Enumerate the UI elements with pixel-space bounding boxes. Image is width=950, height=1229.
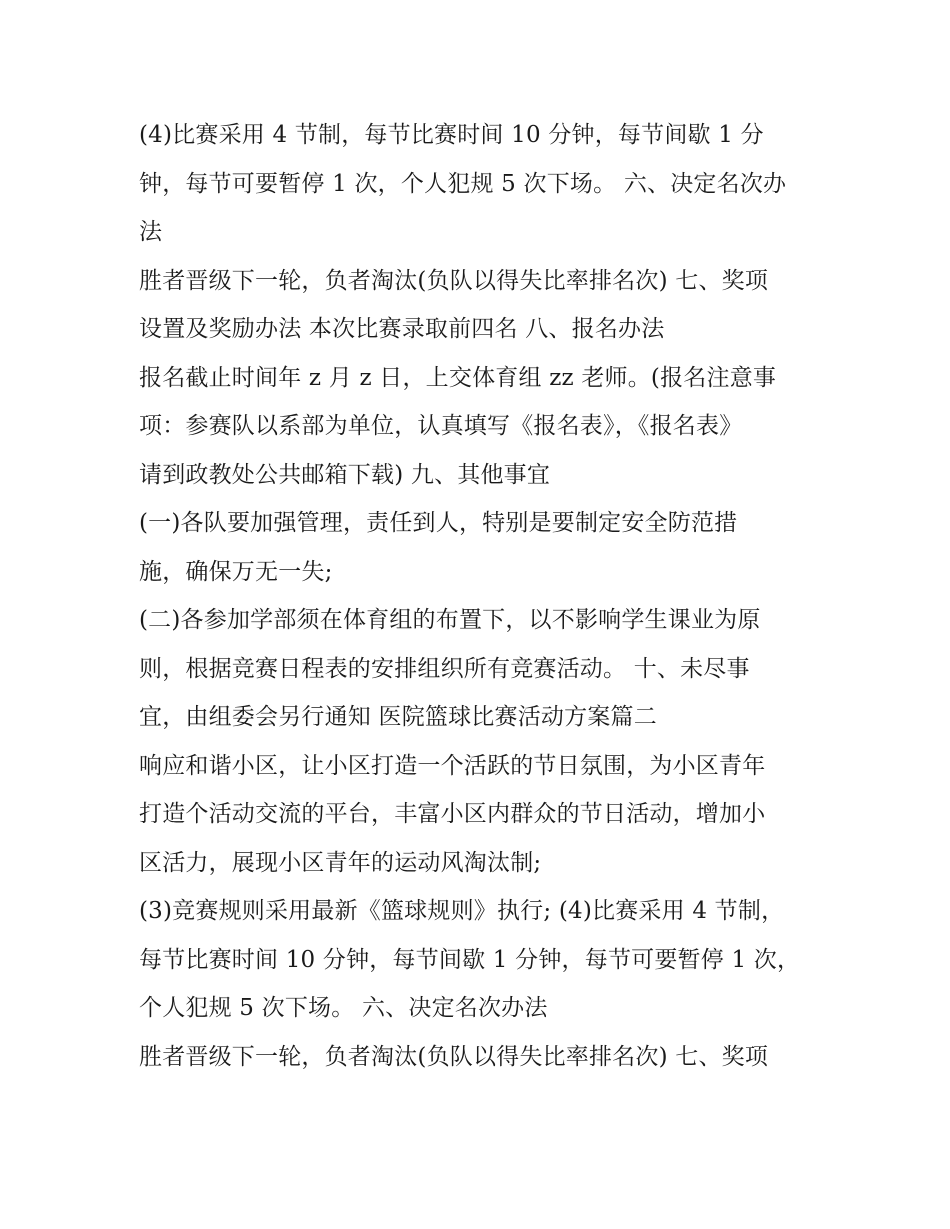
text-line-19: 个人犯规 5 次下场。 六、决定名次办法 xyxy=(139,995,548,1021)
text-line-4: 胜者晋级下一轮，负者淘汰(负队以得失比率排名次) 七、奖项 xyxy=(139,267,769,294)
text-line-14: 响应和谐小区，让小区打造一个活跃的节日氛围，为小区青年 xyxy=(139,752,766,779)
body-text xyxy=(139,111,839,1081)
text-line-18: 每节比赛时间 10 分钟，每节间歇 1 分钟，每节可要暂停 1 次， xyxy=(139,946,801,973)
text-line-8: 请到政教处公共邮箱下载) 九、其他事宜 xyxy=(139,461,551,488)
text-line-20: 胜者晋级下一轮，负者淘汰(负队以得失比率排名次) 七、奖项 xyxy=(139,1043,769,1070)
text-line-6: 报名截止时间年 z 月 z 日，上交体育组 zz 老师。(报名注意事 xyxy=(139,364,777,391)
text-line-15: 打造个活动交流的平台，丰富小区内群众的节日活动，增加小 xyxy=(139,801,766,827)
text-line-16: 区活力，展现小区青年的运动风淘汰制; xyxy=(139,849,542,876)
text-line-1: (4)比赛采用 4 节制，每节比赛时间 10 分钟，每节间歇 1 分 xyxy=(139,122,764,148)
text-line-10: 施，确保万无一失; xyxy=(139,558,333,585)
text-line-9: (一)各队要加强管理，责任到人，特别是要制定安全防范措 xyxy=(139,510,738,536)
text-line-17: (3)竞赛规则采用最新《篮球规则》执行; (4)比赛采用 4 节制， xyxy=(139,898,785,924)
text-line-5: 设置及奖励办法 本次比赛录取前四名 八、报名办法 xyxy=(139,316,665,342)
text-line-3: 法 xyxy=(139,219,163,245)
text-line-11: (二)各参加学部须在体育组的布置下，以不影响学生课业为原 xyxy=(139,607,761,633)
text-line-7: 项：参赛队以系部为单位，认真填写《报名表》，《报名表》 xyxy=(139,413,743,439)
text-line-2: 钟，每节可要暂停 1 次，个人犯规 5 次下场。 六、决定名次办 xyxy=(139,170,787,197)
text-line-13: 宜，由组委会另行通知 医院篮球比赛活动方案篇二 xyxy=(139,704,657,730)
text-line-12: 则，根据竞赛日程表的安排组织所有竞赛活动。 十、未尽事 xyxy=(139,655,750,682)
